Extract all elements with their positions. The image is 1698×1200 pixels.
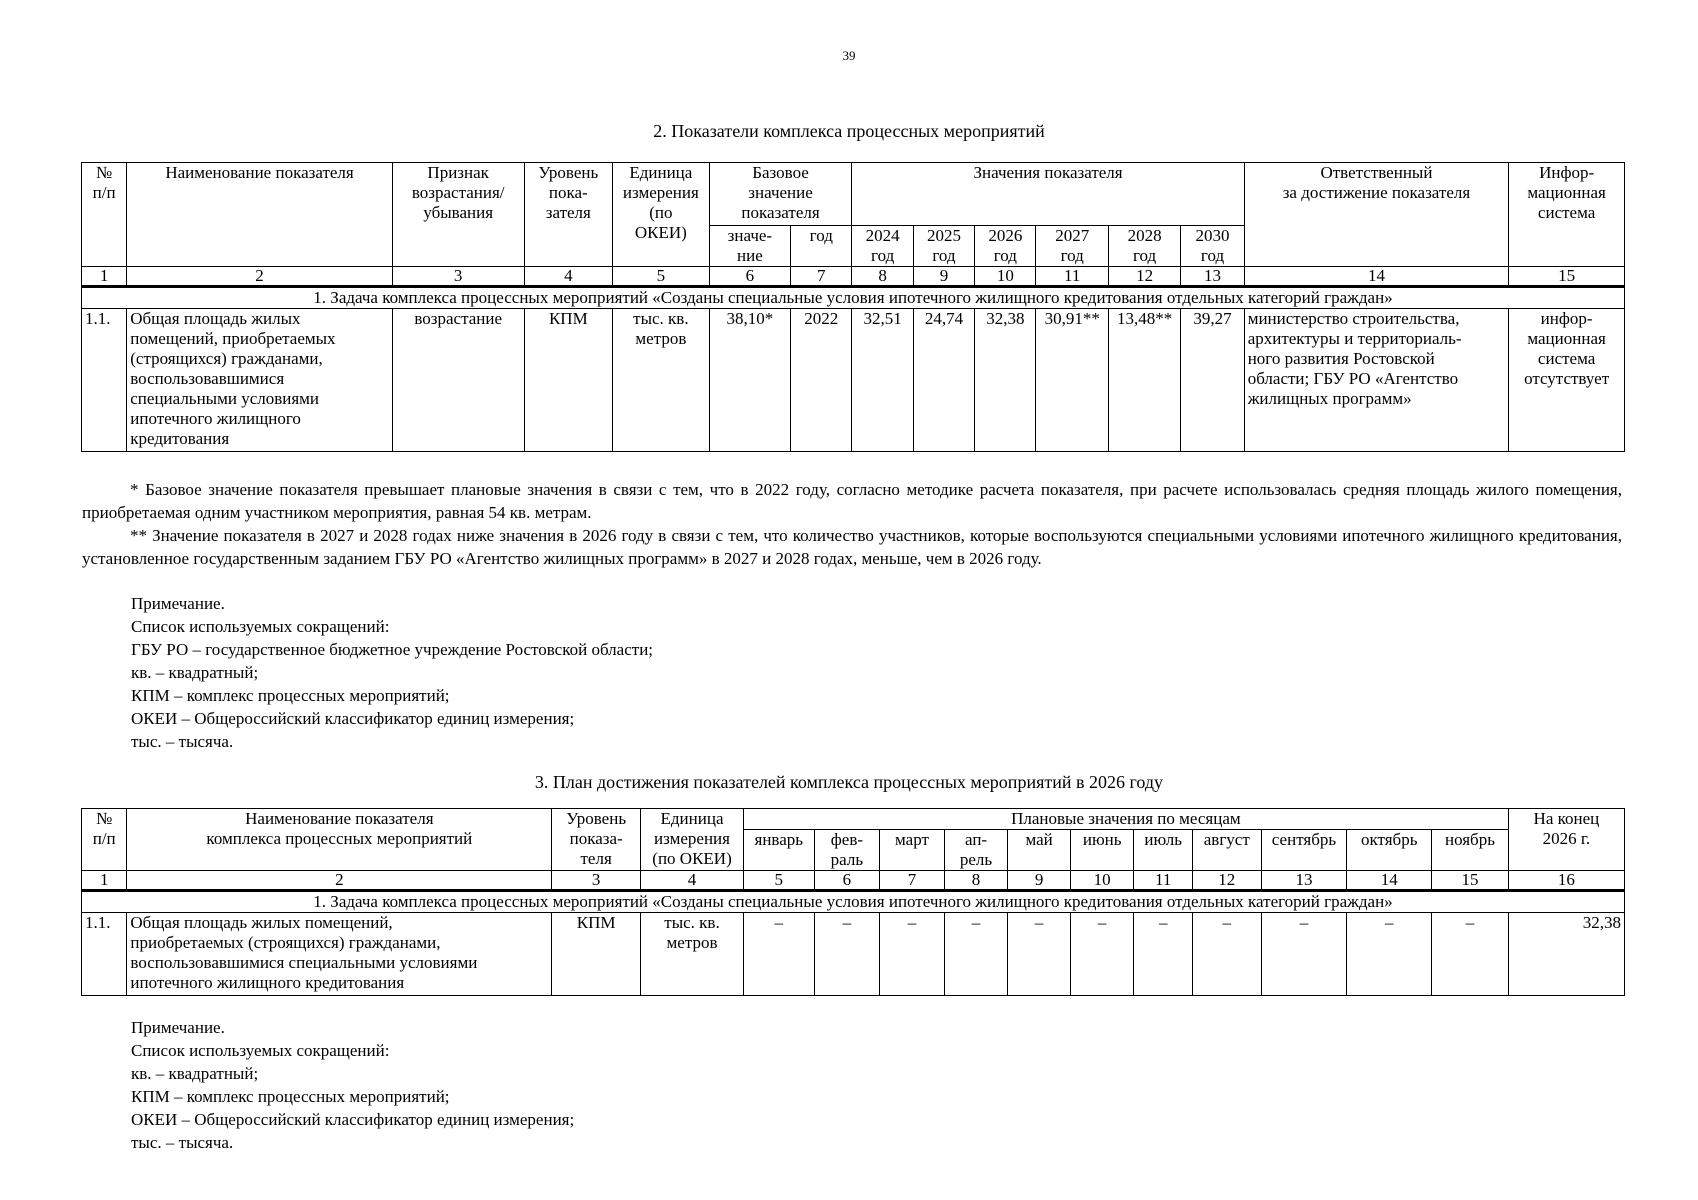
row-unit: тыс. кв. метров bbox=[613, 309, 710, 452]
column-number: 16 bbox=[1508, 871, 1624, 891]
column-number: 2 bbox=[127, 871, 552, 891]
note-line: ГБУ РО – государственное бюджетное учреждение Ростовской области; bbox=[131, 640, 654, 659]
row-month-jul: – bbox=[1134, 913, 1193, 996]
header-month-mar: март bbox=[880, 830, 945, 871]
row-unit: тыс. кв. метров bbox=[641, 913, 744, 996]
header-year-2024: 2024 год bbox=[852, 226, 913, 267]
row-base-value: 38,10* bbox=[709, 309, 790, 452]
note-line: Список используемых сокращений: bbox=[131, 617, 390, 636]
note-line: тыс. – тысяча. bbox=[131, 1133, 234, 1152]
column-number: 12 bbox=[1108, 267, 1180, 287]
column-number: 15 bbox=[1432, 871, 1509, 891]
section-2-title: 2. Показатели комплекса процессных мероприятий bbox=[653, 121, 1045, 141]
header-month-aug: август bbox=[1192, 830, 1261, 871]
header-month-jun: июнь bbox=[1070, 830, 1134, 871]
header-year-2027: 2027 год bbox=[1036, 226, 1108, 267]
header-planned: Плановые значения по месяцам bbox=[743, 809, 1508, 830]
header-sign: Признак возрастания/ убывания bbox=[392, 163, 524, 267]
monthly-plan-table bbox=[81, 808, 1625, 996]
header-base-year: год bbox=[791, 226, 852, 267]
note-line: тыс. – тысяча. bbox=[131, 732, 234, 751]
header-year-2028: 2028 год bbox=[1108, 226, 1180, 267]
header-year-2026: 2026 год bbox=[975, 226, 1036, 267]
column-number: 9 bbox=[913, 267, 974, 287]
note-line: Список используемых сокращений: bbox=[131, 1041, 390, 1060]
footnote-base-value: * Базовое значение показателя превышает плановые значения в связи с тем, что в 2022 году, согласно методике расчета показателя, при расчете использовалась средняя площадь жилого помещения, приобретаемая одним участником мероприятия, равная 54 кв. метрам. bbox=[82, 480, 1622, 522]
row-value-2030: 39,27 bbox=[1181, 309, 1244, 452]
row-level: КПМ bbox=[552, 913, 641, 996]
page-number: 39 bbox=[842, 48, 856, 63]
row-base-year: 2022 bbox=[791, 309, 852, 452]
header-level: Уровень показа- теля bbox=[552, 809, 641, 871]
row-value-2025: 24,74 bbox=[913, 309, 974, 452]
row-month-jun: – bbox=[1070, 913, 1134, 996]
row-month-may: – bbox=[1008, 913, 1071, 996]
column-number: 10 bbox=[1070, 871, 1134, 891]
row-value-2027: 30,91** bbox=[1036, 309, 1108, 452]
row-info-system: инфор- мационная система отсутствует bbox=[1509, 309, 1625, 452]
row-month-feb: – bbox=[814, 913, 880, 996]
header-num: № п/п bbox=[82, 163, 127, 267]
row-value-2026: 32,38 bbox=[975, 309, 1036, 452]
section-2-notes bbox=[131, 592, 653, 753]
header-values: Значения показателя bbox=[852, 163, 1244, 226]
header-month-feb: фев- раль bbox=[814, 830, 880, 871]
column-number: 5 bbox=[613, 267, 710, 287]
footnote-2027-2028: ** Значение показателя в 2027 и 2028 годах ниже значения в 2026 году в связи с тем, что количество участников, которые воспользуются специальными условиями ипотечного жилищного кредитования, установленное государственным заданием ГБУ РО «Агентство жилищных программ» в 2027 и 2028 годах, меньше, чем в 2026 году. bbox=[82, 526, 1622, 568]
header-month-oct: октябрь bbox=[1347, 830, 1432, 871]
column-number: 7 bbox=[791, 267, 852, 287]
task-row bbox=[82, 287, 1625, 309]
row-name: Общая площадь жилых помещений, приобретаемых (строящихся) гражданами, воспользовавшимися специальными условиями ипотечного жилищного кредитования bbox=[127, 309, 393, 452]
note-line: кв. – квадратный; bbox=[131, 663, 259, 682]
table-row bbox=[82, 309, 1625, 452]
column-number: 8 bbox=[944, 871, 1008, 891]
column-number: 13 bbox=[1181, 267, 1244, 287]
column-number: 3 bbox=[392, 267, 524, 287]
row-responsible: министерство строительства, архитектуры и территориаль- ного развития Ростовской области; ГБУ РО «Агентство жилищных программ» bbox=[1244, 309, 1509, 452]
header-month-sep: сентябрь bbox=[1261, 830, 1347, 871]
column-number: 7 bbox=[880, 871, 945, 891]
column-number: 3 bbox=[552, 871, 641, 891]
note-line: КПМ – комплекс процессных мероприятий; bbox=[131, 1087, 450, 1106]
header-unit: Единица измерения (по ОКЕИ) bbox=[613, 163, 710, 267]
column-number: 11 bbox=[1036, 267, 1108, 287]
note-line: Примечание. bbox=[131, 594, 225, 613]
note-line: Примечание. bbox=[131, 1018, 225, 1037]
task-row bbox=[82, 891, 1625, 913]
note-line: кв. – квадратный; bbox=[131, 1064, 259, 1083]
row-month-aug: – bbox=[1192, 913, 1261, 996]
column-number: 9 bbox=[1008, 871, 1071, 891]
note-line: ОКЕИ – Общероссийский классификатор единиц измерения; bbox=[131, 709, 575, 728]
header-level: Уровень пока- зателя bbox=[524, 163, 613, 267]
header-info-system: Инфор- мационная система bbox=[1509, 163, 1625, 267]
header-month-may: май bbox=[1008, 830, 1071, 871]
row-name: Общая площадь жилых помещений, приобретаемых (строящихся) гражданами, воспользовавшимися специальными условиями ипотечного жилищного кредитования bbox=[127, 913, 552, 996]
row-sign: возрастание bbox=[392, 309, 524, 452]
column-number: 8 bbox=[852, 267, 913, 287]
column-number: 6 bbox=[814, 871, 880, 891]
column-numbers-row bbox=[82, 267, 1625, 287]
row-level: КПМ bbox=[524, 309, 613, 452]
column-number: 11 bbox=[1134, 871, 1193, 891]
column-number: 14 bbox=[1244, 267, 1509, 287]
header-end-of-year: На конец 2026 г. bbox=[1508, 809, 1624, 871]
header-name: Наименование показателя bbox=[127, 163, 393, 267]
header-month-apr: ап- рель bbox=[944, 830, 1008, 871]
row-month-mar: – bbox=[880, 913, 945, 996]
column-numbers-row bbox=[82, 871, 1625, 891]
column-number: 4 bbox=[524, 267, 613, 287]
header-responsible: Ответственный за достижение показателя bbox=[1244, 163, 1509, 267]
column-number: 4 bbox=[641, 871, 744, 891]
task-title: 1. Задача комплекса процессных мероприятий «Созданы специальные условия ипотечного жилищного кредитования отдельных категорий граждан» bbox=[82, 891, 1625, 913]
row-month-oct: – bbox=[1347, 913, 1432, 996]
column-number: 6 bbox=[709, 267, 790, 287]
column-number: 13 bbox=[1261, 871, 1347, 891]
header-month-nov: ноябрь bbox=[1432, 830, 1509, 871]
column-number: 10 bbox=[975, 267, 1036, 287]
indicators-table bbox=[81, 162, 1625, 452]
note-line: КПМ – комплекс процессных мероприятий; bbox=[131, 686, 450, 705]
row-value-2028: 13,48** bbox=[1108, 309, 1180, 452]
column-number: 5 bbox=[743, 871, 814, 891]
row-month-apr: – bbox=[944, 913, 1008, 996]
column-number: 1 bbox=[82, 267, 127, 287]
column-number: 12 bbox=[1192, 871, 1261, 891]
table-row bbox=[82, 913, 1625, 996]
column-number: 15 bbox=[1509, 267, 1625, 287]
header-base: Базовое значение показателя bbox=[709, 163, 852, 226]
note-line: ОКЕИ – Общероссийский классификатор единиц измерения; bbox=[131, 1110, 575, 1129]
header-base-value: значе- ние bbox=[709, 226, 790, 267]
row-end-of-year: 32,38 bbox=[1508, 913, 1624, 996]
row-month-sep: – bbox=[1261, 913, 1347, 996]
header-month-jul: июль bbox=[1134, 830, 1193, 871]
section-3-notes bbox=[131, 1016, 574, 1154]
section-3-title: 3. План достижения показателей комплекса процессных мероприятий в 2026 году bbox=[534, 772, 1164, 792]
column-number: 14 bbox=[1347, 871, 1432, 891]
column-number: 2 bbox=[127, 267, 393, 287]
row-num: 1.1. bbox=[82, 309, 127, 452]
row-value-2024: 32,51 bbox=[852, 309, 913, 452]
header-name: Наименование показателя комплекса процессных мероприятий bbox=[127, 809, 552, 871]
task-title: 1. Задача комплекса процессных мероприятий «Созданы специальные условия ипотечного жилищного кредитования отдельных категорий граждан» bbox=[82, 287, 1625, 309]
header-num: № п/п bbox=[82, 809, 127, 871]
row-month-nov: – bbox=[1432, 913, 1509, 996]
header-year-2030: 2030 год bbox=[1181, 226, 1244, 267]
header-unit: Единица измерения (по ОКЕИ) bbox=[641, 809, 744, 871]
row-num: 1.1. bbox=[82, 913, 127, 996]
column-number: 1 bbox=[82, 871, 127, 891]
header-year-2025: 2025 год bbox=[913, 226, 974, 267]
row-month-jan: – bbox=[743, 913, 814, 996]
header-month-jan: январь bbox=[743, 830, 814, 871]
